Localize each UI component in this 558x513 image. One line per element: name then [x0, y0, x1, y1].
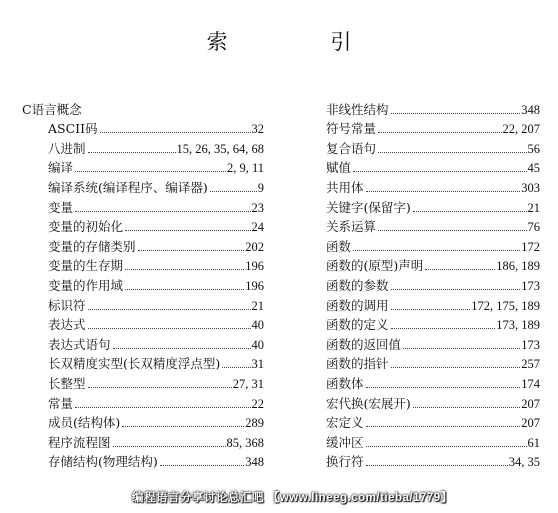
dot-leader	[88, 152, 176, 153]
index-entry	[22, 353, 264, 373]
index-term: 常量	[48, 395, 74, 411]
index-page-numbers: 22, 207	[502, 122, 540, 137]
index-term: 函数的(原型)声明	[326, 258, 424, 274]
index-page-numbers: 61	[527, 435, 540, 450]
index-entry	[326, 216, 540, 236]
index-term: 关键字(保留字)	[326, 199, 411, 215]
dot-leader	[125, 269, 244, 270]
index-entry	[22, 314, 264, 334]
index-entry	[326, 176, 540, 196]
index-term: 长整型	[48, 375, 86, 391]
dot-leader	[378, 230, 526, 231]
index-entry	[22, 255, 264, 275]
index-term: 缓冲区	[326, 434, 364, 450]
dot-leader	[391, 309, 471, 310]
index-term: 函数的指针	[326, 356, 389, 372]
index-term: 宏代换(宏展开)	[326, 395, 411, 411]
index-entry	[326, 431, 540, 451]
dot-leader	[353, 250, 520, 251]
dot-leader	[378, 132, 501, 133]
dot-leader	[113, 348, 251, 349]
index-page-numbers: 174	[521, 376, 540, 391]
index-entry	[326, 196, 540, 216]
index-entry	[326, 235, 540, 255]
dot-leader	[122, 426, 244, 427]
index-entry	[326, 274, 540, 294]
dot-leader	[125, 289, 244, 290]
dot-leader	[413, 211, 527, 212]
index-page-numbers: 2, 9, 11	[226, 161, 264, 176]
dot-leader	[113, 446, 226, 447]
index-page-numbers: 21	[251, 298, 264, 313]
index-term: 换行符	[326, 454, 364, 470]
index-entry	[326, 255, 540, 275]
index-page-numbers: 27, 31	[232, 376, 264, 391]
index-term: 长双精度实型(长双精度浮点型)	[48, 356, 221, 372]
dot-leader	[378, 152, 526, 153]
index-page-numbers: 207	[521, 416, 540, 431]
index-term: 非线性结构	[326, 101, 389, 117]
dot-leader	[366, 446, 527, 447]
index-page-numbers: 9	[257, 180, 264, 195]
index-term: 函数的返回值	[326, 336, 402, 352]
index-page-numbers: 172, 175, 189	[471, 298, 540, 313]
index-page-numbers: 40	[251, 337, 264, 352]
index-term: 符号常量	[326, 121, 377, 137]
index-term: 函数的定义	[326, 317, 389, 333]
index-entry	[326, 333, 540, 353]
index-page-numbers: 303	[521, 180, 540, 195]
dot-leader	[425, 269, 495, 270]
index-term: 赋值	[326, 160, 352, 176]
dot-leader	[366, 387, 521, 388]
dot-leader	[88, 309, 251, 310]
index-page-numbers: 196	[245, 259, 264, 274]
index-entry	[22, 176, 264, 196]
index-entry	[22, 412, 264, 432]
index-page-numbers: 32	[251, 122, 264, 137]
dot-leader	[391, 367, 521, 368]
dot-leader	[403, 348, 520, 349]
index-page-numbers: 21	[527, 200, 540, 215]
dot-leader	[391, 289, 521, 290]
index-page-numbers: 173	[521, 278, 540, 293]
dot-leader	[366, 426, 521, 427]
index-entry	[22, 274, 264, 294]
index-term: 变量的初始化	[48, 219, 124, 235]
index-page-numbers: 172	[521, 239, 540, 254]
dot-leader	[75, 211, 250, 212]
index-entry	[22, 137, 264, 157]
index-entry	[326, 137, 540, 157]
index-left-column	[22, 98, 264, 470]
index-term: 存储结构(物理结构)	[48, 454, 158, 470]
index-entry	[22, 235, 264, 255]
index-page-numbers: 348	[521, 102, 540, 117]
index-term: 表达式语句	[48, 336, 111, 352]
index-entry	[326, 451, 540, 471]
index-entry	[22, 431, 264, 451]
index-page-numbers: 85, 368	[226, 435, 264, 450]
index-entry	[326, 157, 540, 177]
index-entry	[326, 118, 540, 138]
index-page-numbers: 173, 189	[496, 318, 540, 333]
index-entry	[326, 294, 540, 314]
index-term: 复合语句	[326, 140, 377, 156]
index-term: 变量的生存期	[48, 258, 124, 274]
index-entry	[22, 392, 264, 412]
index-term: 成员(结构体)	[48, 415, 121, 431]
index-entry	[22, 196, 264, 216]
index-entry	[22, 333, 264, 353]
index-page-numbers: 34, 35	[508, 455, 540, 470]
index-term: 编译系统(编译程序、编译器)	[48, 179, 208, 195]
index-page-numbers: 40	[251, 318, 264, 333]
dot-leader	[138, 250, 245, 251]
index-entry	[326, 98, 540, 118]
index-entry	[22, 118, 264, 138]
index-page-numbers: 348	[245, 455, 264, 470]
index-page-numbers: 22	[251, 396, 264, 411]
index-term: 表达式	[48, 317, 86, 333]
index-entry	[22, 451, 264, 471]
index-term: 函数的参数	[326, 277, 389, 293]
index-page-numbers: 15, 26, 35, 64, 68	[176, 141, 264, 156]
index-entry	[326, 372, 540, 392]
index-entry	[326, 412, 540, 432]
index-page-numbers: 289	[245, 416, 264, 431]
dot-leader	[100, 132, 251, 133]
index-page-numbers: 45	[527, 161, 540, 176]
index-entry	[22, 372, 264, 392]
dot-leader	[160, 465, 244, 466]
index-term: ASCII码	[48, 121, 98, 137]
index-term: 变量的作用域	[48, 277, 124, 293]
index-term: 函数的调用	[326, 297, 389, 313]
dot-leader	[366, 465, 508, 466]
index-term: 编译	[48, 160, 74, 176]
index-page-numbers: 207	[521, 396, 540, 411]
dot-leader	[391, 113, 521, 114]
section-heading-text: C语言概念	[22, 101, 82, 117]
index-page-numbers: 31	[251, 357, 264, 372]
watermark-text: 编程语言分享讨论总汇吧 【www.lineeg.com/tieba/1779】	[132, 492, 453, 504]
dot-leader	[75, 171, 226, 172]
index-entry	[326, 314, 540, 334]
index-term: 函数	[326, 238, 352, 254]
index-right-column	[326, 98, 540, 470]
index-page-numbers: 202	[245, 239, 264, 254]
dot-leader	[88, 328, 251, 329]
index-page-numbers: 24	[251, 220, 264, 235]
index-title: 索 引	[206, 30, 400, 54]
index-entry	[326, 392, 540, 412]
index-page-numbers: 196	[245, 278, 264, 293]
index-term: 变量	[48, 199, 74, 215]
index-term: 函数体	[326, 375, 364, 391]
index-term: 共用体	[326, 179, 364, 195]
index-page-numbers: 56	[527, 141, 540, 156]
dot-leader	[353, 171, 526, 172]
index-page-numbers: 23	[251, 200, 264, 215]
index-term: 变量的存储类别	[48, 238, 136, 254]
dot-leader	[413, 407, 520, 408]
index-entry	[326, 353, 540, 373]
index-entry	[22, 216, 264, 236]
index-term: 宏定义	[326, 415, 364, 431]
dot-leader	[391, 328, 496, 329]
index-page-numbers: 76	[527, 220, 540, 235]
index-term: 八进制	[48, 140, 86, 156]
index-page-numbers: 173	[521, 337, 540, 352]
index-entry	[22, 157, 264, 177]
index-section-heading	[22, 98, 264, 118]
dot-leader	[125, 230, 250, 231]
index-page-numbers: 257	[521, 357, 540, 372]
index-term: 关系运算	[326, 219, 377, 235]
index-term: 程序流程图	[48, 434, 111, 450]
index-page-numbers: 186, 189	[496, 259, 540, 274]
dot-leader	[88, 387, 232, 388]
dot-leader	[210, 191, 257, 192]
index-term: 标识符	[48, 297, 86, 313]
dot-leader	[222, 367, 250, 368]
dot-leader	[366, 191, 521, 192]
index-entry	[22, 294, 264, 314]
dot-leader	[75, 407, 250, 408]
